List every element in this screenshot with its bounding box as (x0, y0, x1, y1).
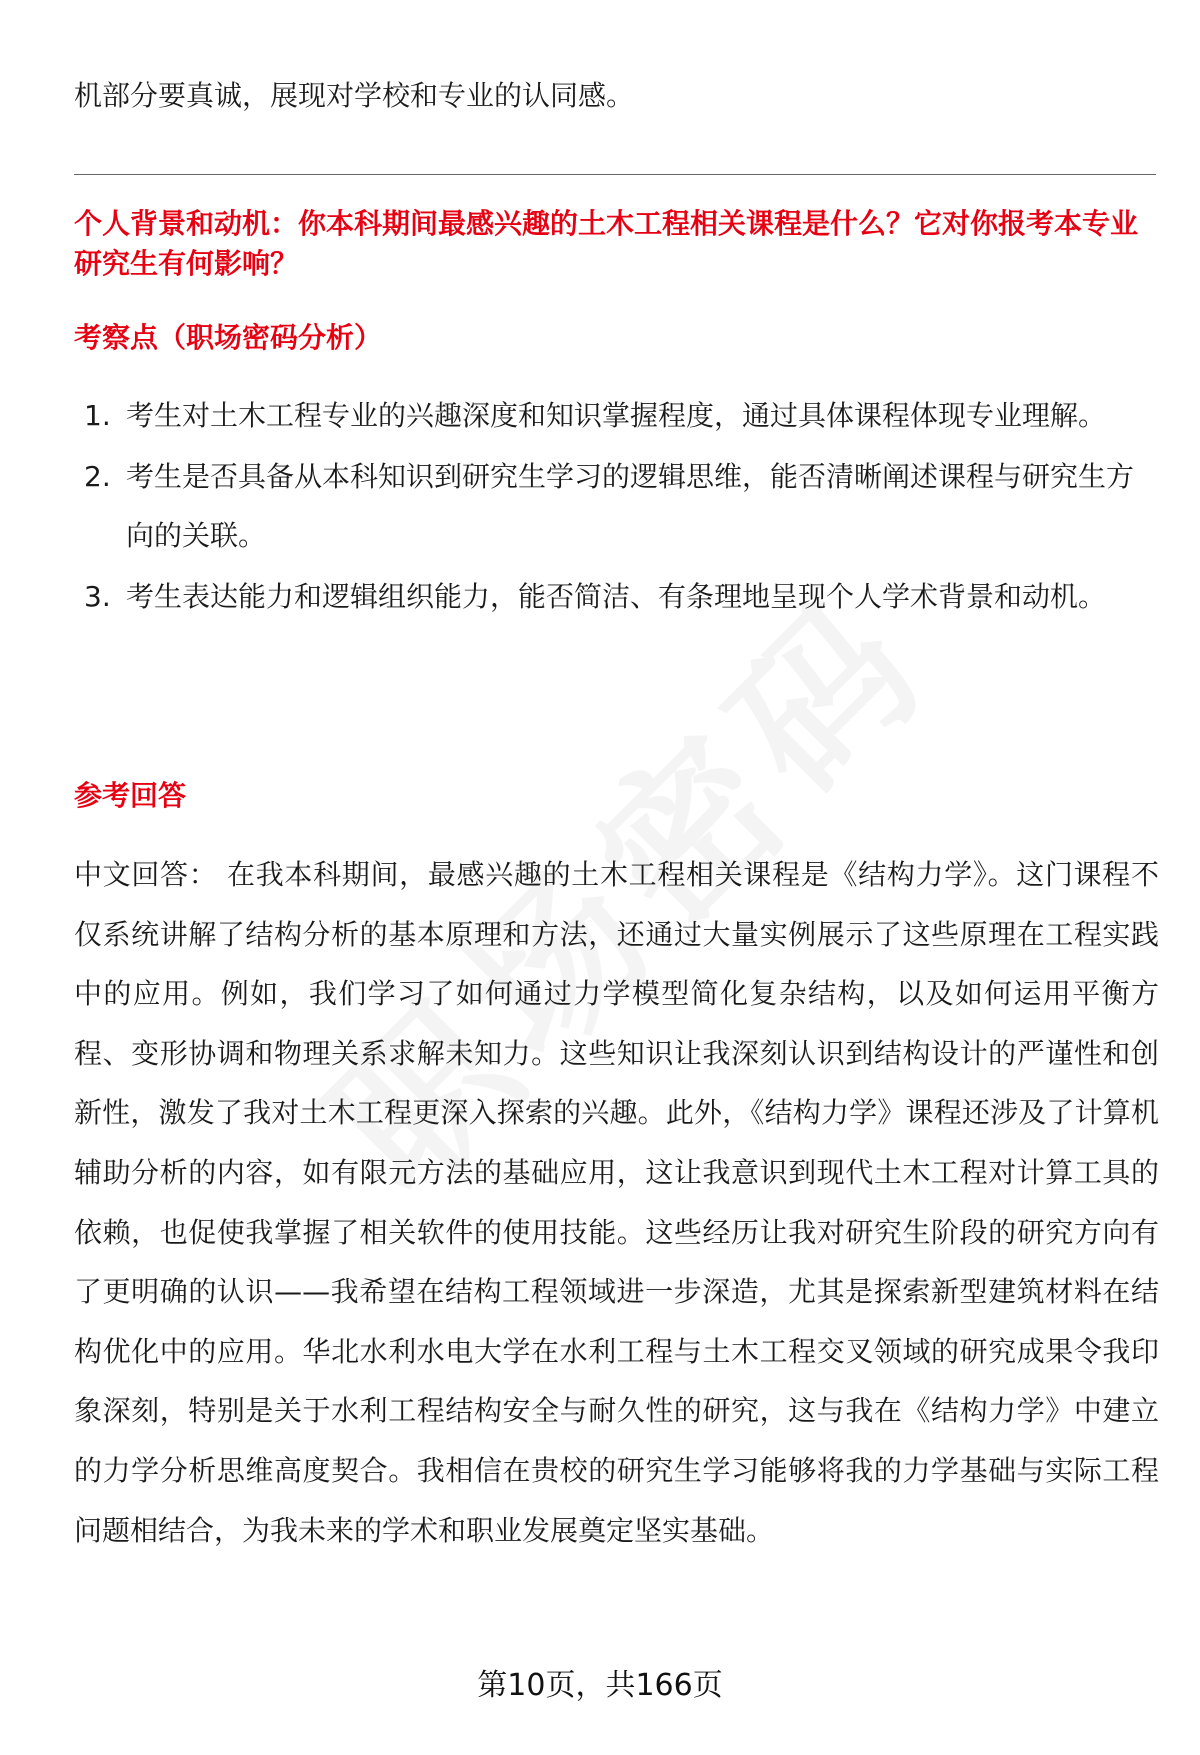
key-point-number: 1. (84, 399, 111, 432)
key-point-item (74, 567, 1136, 626)
key-point-text: 考生是否具备从本科知识到研究生学习的逻辑思维，能否清晰阐述课程与研究生方向的关联。 (126, 460, 1135, 552)
key-point-item (74, 447, 1136, 565)
key-point-number: 3. (84, 580, 111, 613)
section-divider (74, 174, 1156, 175)
key-points-heading: 考察点（职场密码分析） (74, 321, 383, 354)
key-points-list (74, 386, 1144, 628)
question-title: 个人背景和动机：你本科期间最感兴趣的土木工程相关课程是什么？它对你报考本专业研究生有何影响？ (74, 207, 1139, 280)
reference-answer-heading: 参考回答 (74, 779, 187, 812)
key-point-item (74, 386, 1136, 445)
key-point-number: 2. (84, 460, 111, 493)
intro-continuation-text: 机部分要真诚，展现对学校和专业的认同感。 (74, 79, 635, 112)
key-point-text: 考生对土木工程专业的兴趣深度和知识掌握程度，通过具体课程体现专业理解。 (126, 399, 1107, 432)
reference-answer-text: 中文回答： 在我本科期间，最感兴趣的土木工程相关课程是《结构力学》。这门课程不仅系统讲解了结构分析的基本原理和方法，还通过大量实例展示了这些原理在工程实践中的应用。例如，我们学习了如何通过力学模型简化复杂结构，以及如何运用平衡方程、变形协调和物理关系求解未知力。这些知识让我深刻认识到结构设计的严谨性和创新性，激发了我对土木工程更深入探索的兴趣。此外，《结构力学》课程还涉及了计算机辅助分析的内容，如有限元方法的基础应用，这让我意识到现代土木工程对计算工具的依赖，也促使我掌握了相关软件的使用技能。这些经历让我对研究生阶段的研究方向有了更明确的认识——我希望在结构工程领域进一步深造，尤其是探索新型建筑材料在结构优化中的应用。华北水利水电大学在水利工程与土木工程交叉领域的研究成果令我印象深刻，特别是关于水利工程结构安全与耐久性的研究，这与我在《结构力学》中建立的力学分析思维高度契合。我相信在贵校的研究生学习能够将我的力学基础与实际工程问题相结合，为我未来的学术和职业发展奠定坚实基础。 (74, 858, 1159, 1547)
page-number-footer: 第10页，共166页 (477, 1668, 723, 1703)
key-point-text: 考生表达能力和逻辑组织能力，能否简洁、有条理地呈现个人学术背景和动机。 (126, 580, 1107, 613)
